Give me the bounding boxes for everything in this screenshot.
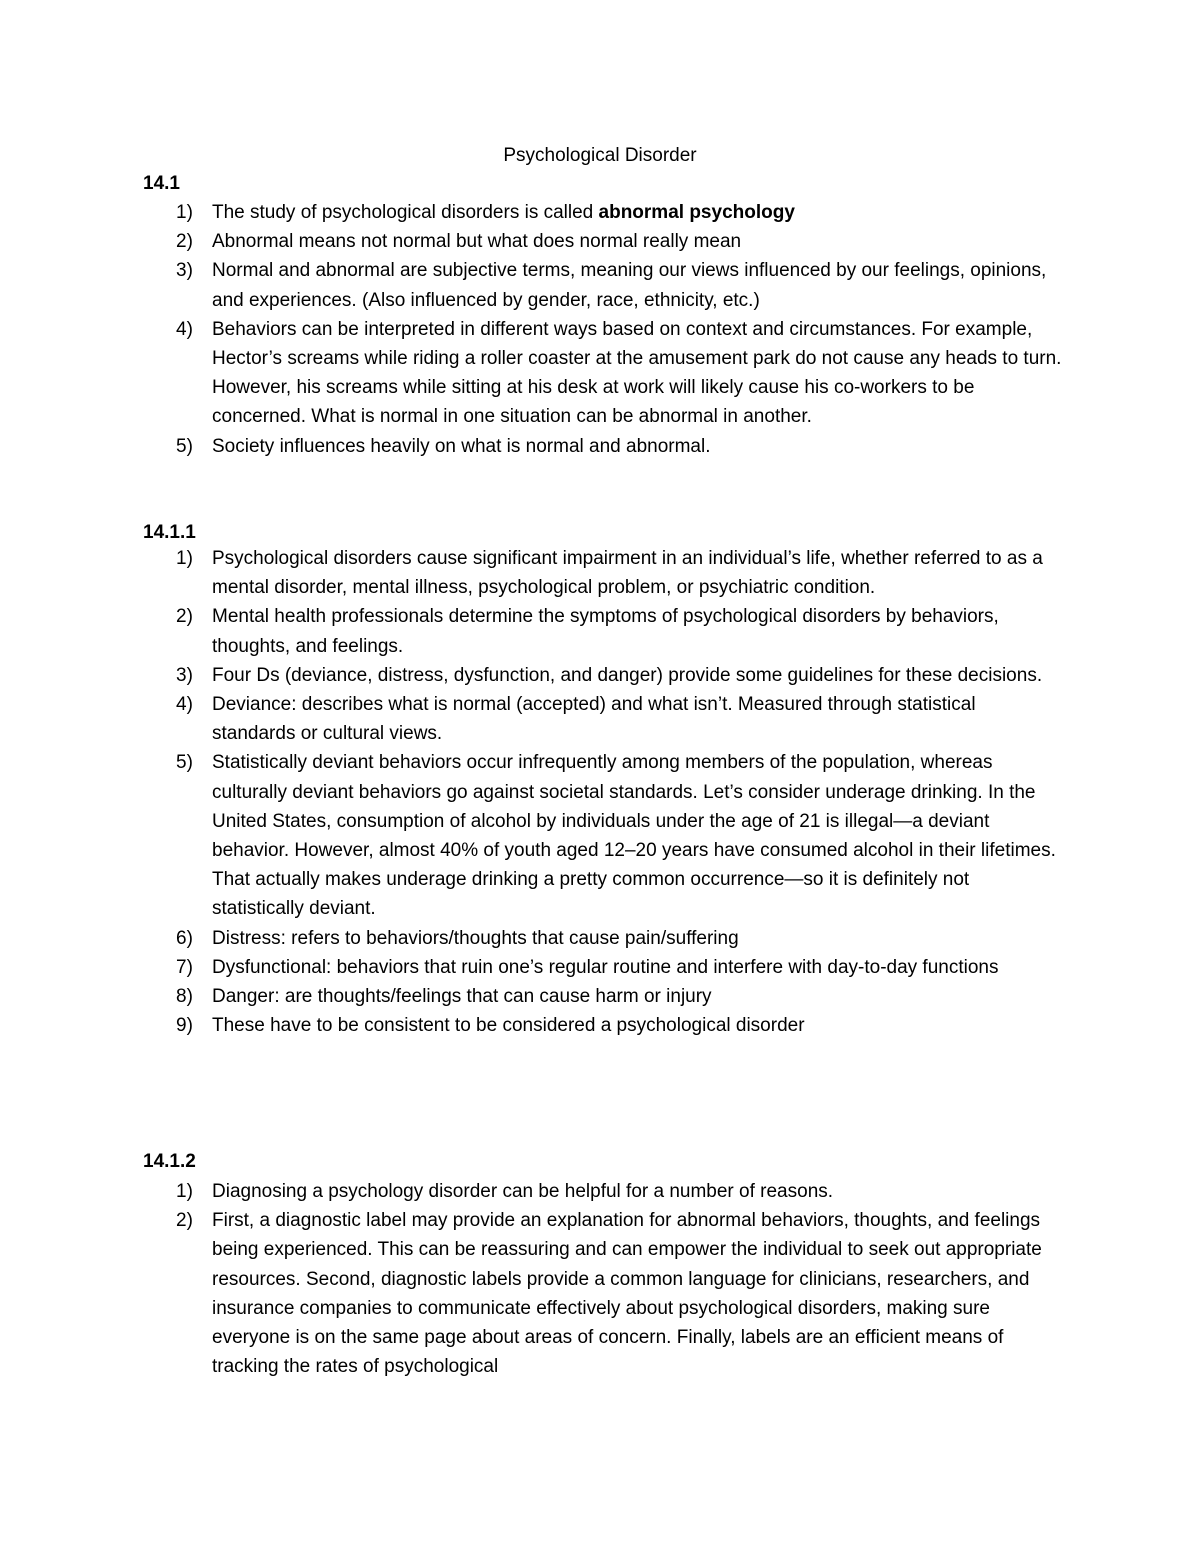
list-item	[143, 198, 1063, 227]
item-text: Diagnosing a psychology disorder can be helpful for a number of reasons.	[212, 1181, 834, 1202]
item-number: 1)	[176, 548, 193, 569]
list-item	[143, 748, 1063, 923]
section-list	[143, 198, 1063, 461]
list-item	[143, 1206, 1063, 1381]
section-list	[143, 544, 1063, 1040]
item-number: 2)	[176, 1210, 193, 1232]
item-text: Society influences heavily on what is normal and abnormal.	[212, 435, 711, 457]
item-text: Behaviors can be interpreted in different ways based on context and circumstances. For example, Hector’s screams while riding a roller coaster at the amusement park do not cause any heads to turn. However, his screams while sitting at his desk at work will likely cause his co-workers to be concerned. What is normal in one situation can be abnormal in another.	[212, 318, 1062, 428]
item-text: These have to be consistent to be considered a psychological disorder	[212, 1015, 805, 1037]
item-text: Deviance: describes what is normal (accepted) and what isn’t. Measured through statistical standards or cultural views.	[212, 694, 976, 745]
list-item	[143, 982, 1063, 1011]
item-text: Normal and abnormal are subjective terms, meaning our views influenced by our feelings, opinions, and experiences. (Also influenced by gender, race, ethnicity, etc.)	[212, 260, 1047, 311]
list-item	[143, 1177, 1063, 1206]
list-item	[143, 690, 1063, 748]
section-list	[143, 1177, 1063, 1381]
item-number: 5)	[176, 752, 193, 774]
list-item	[143, 432, 1063, 461]
document-title: Psychological Disorder	[503, 145, 697, 166]
item-number: 9)	[176, 1015, 193, 1037]
item-number: 2)	[176, 606, 193, 628]
list-item	[143, 315, 1063, 432]
item-number: 7)	[176, 956, 193, 978]
item-text: First, a diagnostic label may provide an explanation for abnormal behaviors, thoughts, and feelings being experienced. This can be reassuring and can empower the individual to seek out appropriate resources. Second, diagnostic labels provide a common language for clinicians, researchers, and insurance companies to communicate effectively about psychological disorders, making sure everyone is on the same page about areas of concern. Finally, labels are an efficient means of tracking the rates of psychological	[212, 1210, 1048, 1378]
list-item	[143, 602, 1063, 660]
item-number: 4)	[176, 318, 193, 340]
section-heading: 14.1	[143, 173, 180, 194]
item-number: 5)	[176, 435, 193, 457]
list-item	[143, 924, 1063, 953]
item-number: 3)	[176, 260, 193, 282]
item-text: Distress: refers to behaviors/thoughts that cause pain/suffering	[212, 927, 739, 949]
list-item	[143, 953, 1063, 982]
item-number: 6)	[176, 927, 193, 949]
item-number: 1)	[176, 202, 193, 223]
item-text: Abnormal means not normal but what does normal really mean	[212, 231, 742, 253]
list-item	[143, 256, 1063, 314]
item-number: 4)	[176, 694, 193, 716]
item-number: 8)	[176, 986, 193, 1008]
item-text: The study of psychological disorders is called	[212, 202, 599, 223]
list-item	[143, 544, 1063, 602]
section-heading: 14.1.2	[143, 1151, 196, 1172]
item-text: Mental health professionals determine the symptoms of psychological disorders by behaviors, thoughts, and feelings.	[212, 606, 999, 657]
item-text: Four Ds (deviance, distress, dysfunction, and danger) provide some guidelines for these decisions.	[212, 664, 1043, 686]
item-text: Statistically deviant behaviors occur infrequently among members of the population, whereas culturally deviant behaviors go against societal standards. Let’s consider underage drinking. In the United States, consumption of alcohol by individuals under the age of 21 is illegal—a deviant behavior. However, almost 40% of youth aged 12–20 years have consumed alcohol in their lifetimes. That actually makes underage drinking a pretty common occurrence—so it is definitely not statistically deviant.	[212, 752, 1056, 920]
item-number: 1)	[176, 1181, 193, 1202]
item-text: Psychological disorders cause significant impairment in an individual’s life, whether referred to as a mental disorder, mental illness, psychological problem, or psychiatric condition.	[212, 548, 1043, 599]
list-item	[143, 227, 1063, 256]
list-item	[143, 1011, 1063, 1040]
section-heading: 14.1.1	[143, 522, 196, 543]
item-text: Dysfunctional: behaviors that ruin one’s regular routine and interfere with day-to-day functions	[212, 956, 999, 978]
item-number: 2)	[176, 231, 193, 253]
item-bold-term: abnormal psychology	[598, 202, 795, 223]
item-text: Danger: are thoughts/feelings that can cause harm or injury	[212, 986, 712, 1008]
list-item	[143, 661, 1063, 690]
item-number: 3)	[176, 664, 193, 686]
